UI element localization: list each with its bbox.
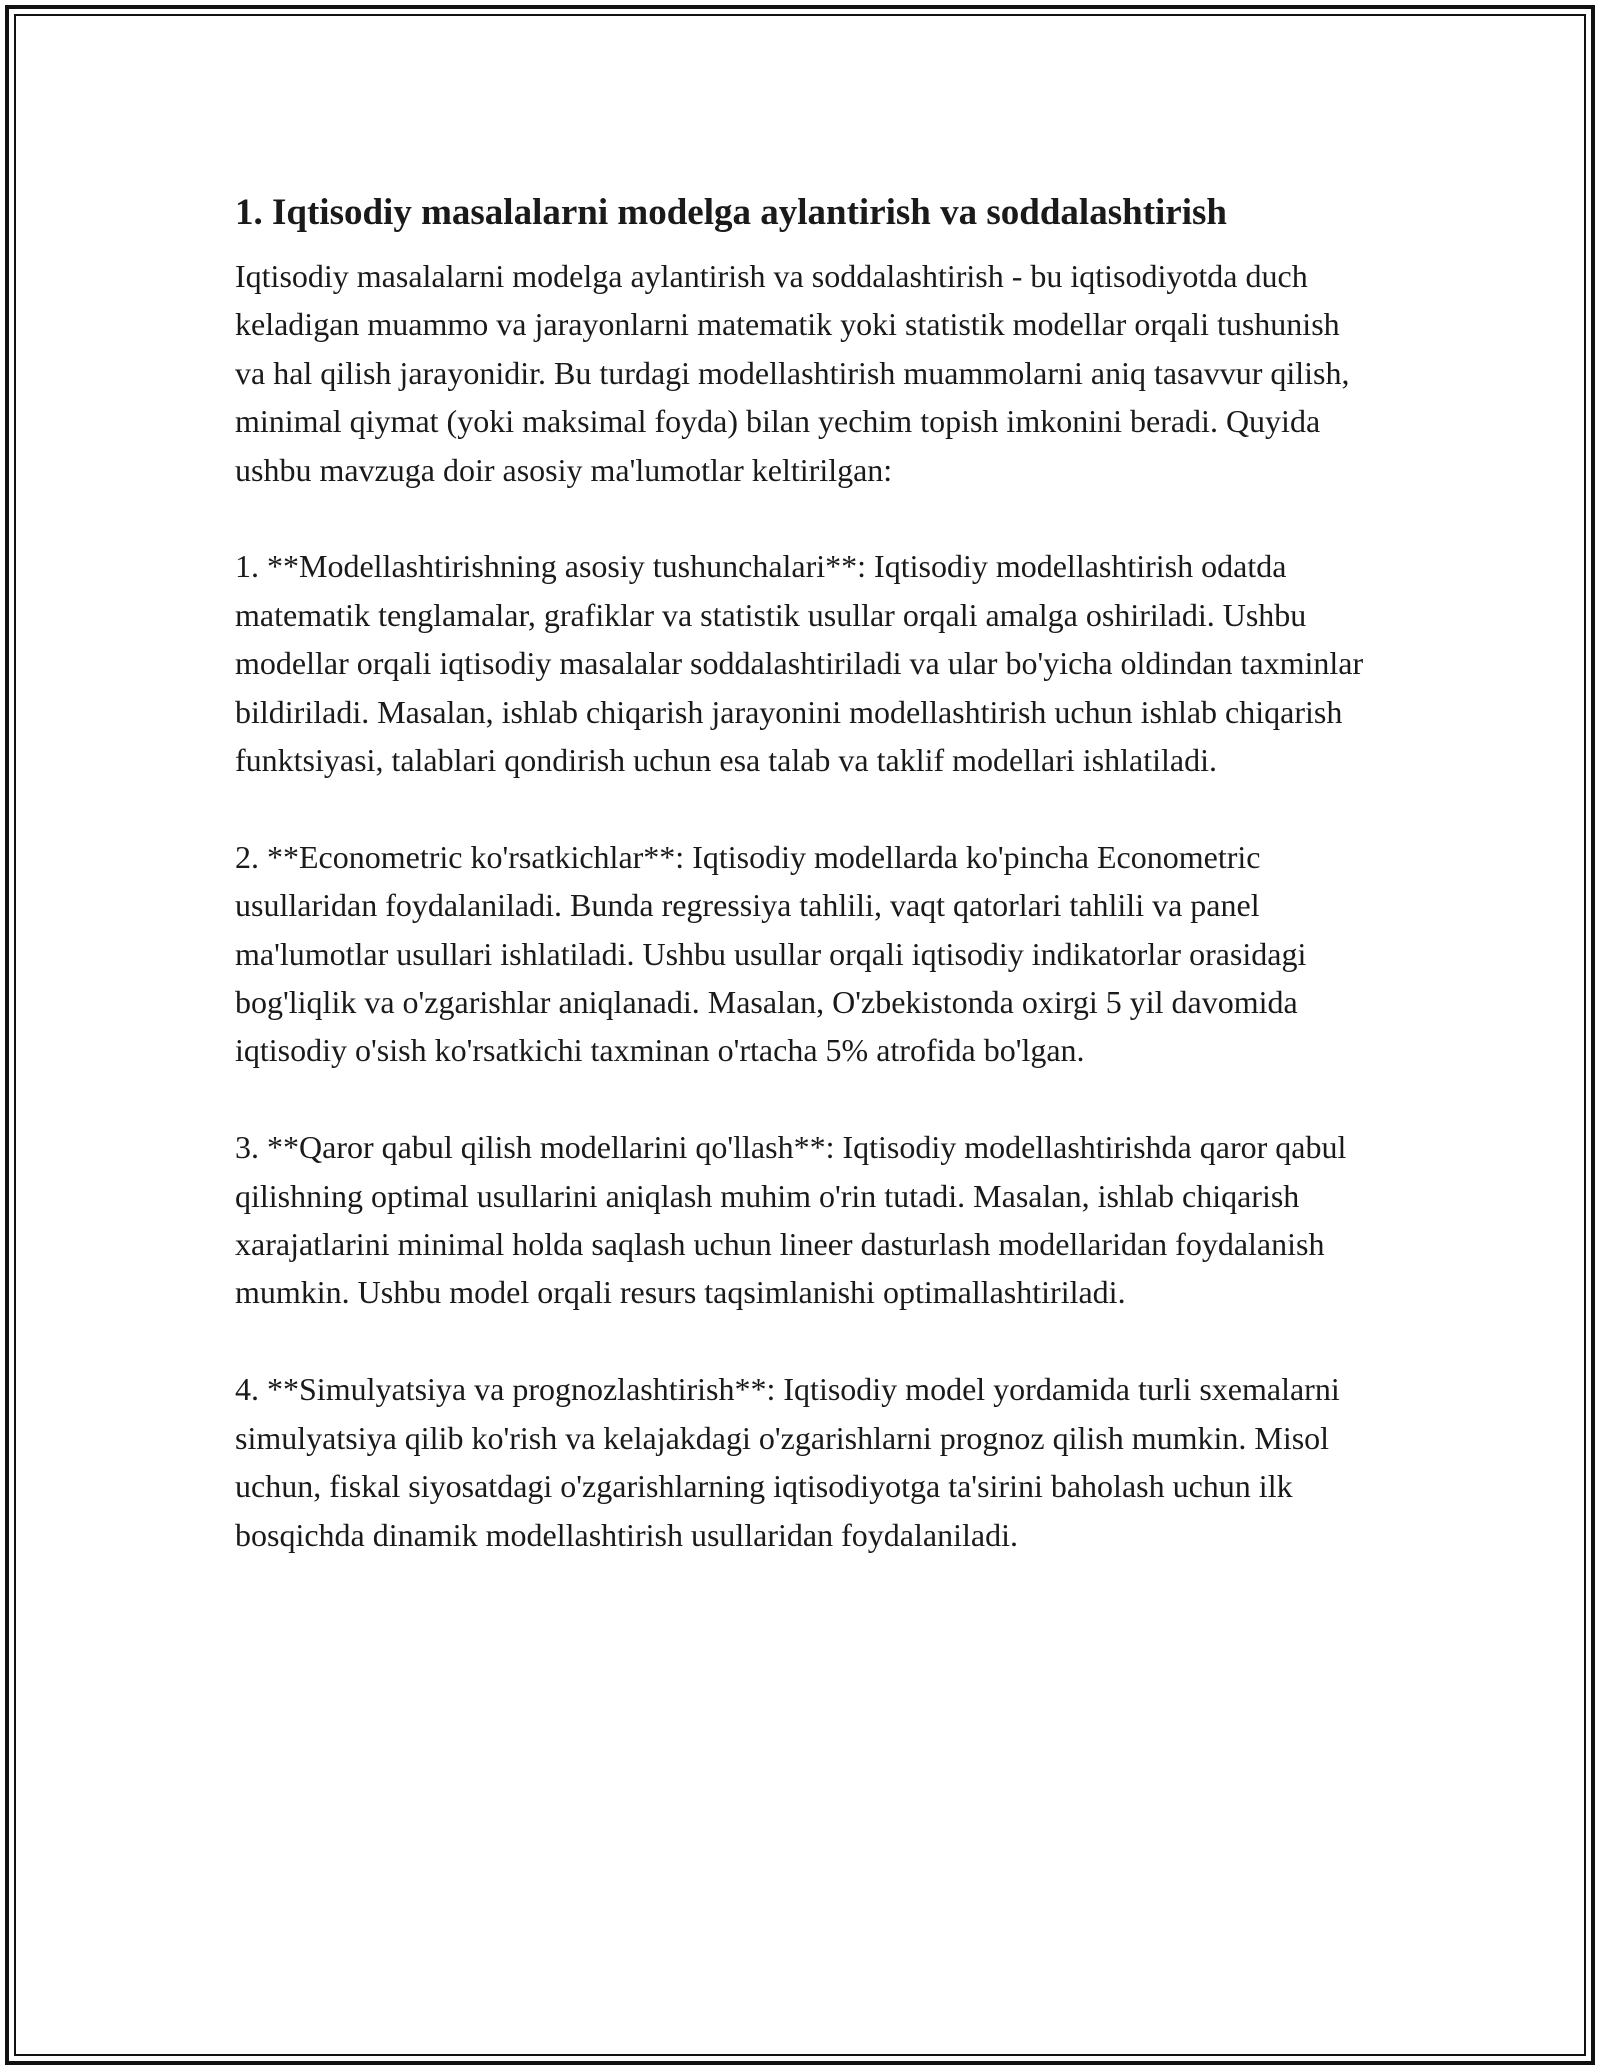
intro-paragraph: Iqtisodiy masalalarni modelga aylantirish va soddalashtirish - bu iqtisodiyotda duch keladigan muammo va jarayonlarni matematik yoki statistik modellar orqali tushunish va hal qilish jarayonidir. Bu turdagi modellashtirish muammolarni aniq tasavvur qilish, minimal qiymat (yoki maksimal foyda) bilan yechim topish imkonini beradi. Quyida ushbu mavzuga doir asosiy ma'lumotlar keltirilgan: <box>235 258 1350 488</box>
paragraph-item-1: 1. **Modellashtirishning asosiy tushunchalari**: Iqtisodiy modellashtirish odatda matematik tenglamalar, grafiklar va statistik usullar orqali amalga oshiriladi. Ushbu modellar orqali iqtisodiy masalalar soddalashtiriladi va ular bo'yicha oldindan taxminlar bildiriladi. Masalan, ishlab chiqarish jarayonini modellashtirish uchun ishlab chiqarish funktsiyasi, talablari qondirish uchun esa talab va taklif modellari ishlatiladi. <box>235 548 1364 779</box>
paragraph-item-2: 2. **Econometric ko'rsatkichlar**: Iqtisodiy modellarda ko'pincha Econometric usullaridan foydalaniladi. Bunda regressiya tahlili, vaqt qatorlari tahlili va panel ma'lumotlar usullari ishlatiladi. Ushbu usullar orqali iqtisodiy indikatorlar orasidagi bog'liqlik va o'zgarishlar aniqlanadi. Masalan, O'zbekistonda oxirgi 5 yil davomida iqtisodiy o'sish ko'rsatkichi taxminan o'rtacha 5% atrofida bo'lgan. <box>235 838 1307 1069</box>
document-body <box>235 180 1365 1559</box>
paragraph-item-3: 3. **Qaror qabul qilish modellarini qo'llash**: Iqtisodiy modellashtirishda qaror qabul qilishning optimal usullarini aniqlash muhim o'rin tutadi. Masalan, ishlab chiqarish xarajatlarini minimal holda saqlash uchun lineer dasturlash modellaridan foydalanish mumkin. Ushbu model orqali resurs taqsimlanishi optimallashtiriladi. <box>235 1129 1347 1311</box>
paragraph-item-4: 4. **Simulyatsiya va prognozlashtirish**: Iqtisodiy model yordamida turli sxemalarni simulyatsiya qilib ko'rish va kelajakdagi o'zgarishlarni prognoz qilish mumkin. Misol uchun, fiskal siyosatdagi o'zgarishlarning iqtisodiyotga ta'sirini baholash uchun ilk bosqichda dinamik modellashtirish usullaridan foydalaniladi. <box>235 1371 1340 1553</box>
document-title: 1. Iqtisodiy masalalarni modelga aylantirish va soddalashtirish <box>235 192 1227 233</box>
